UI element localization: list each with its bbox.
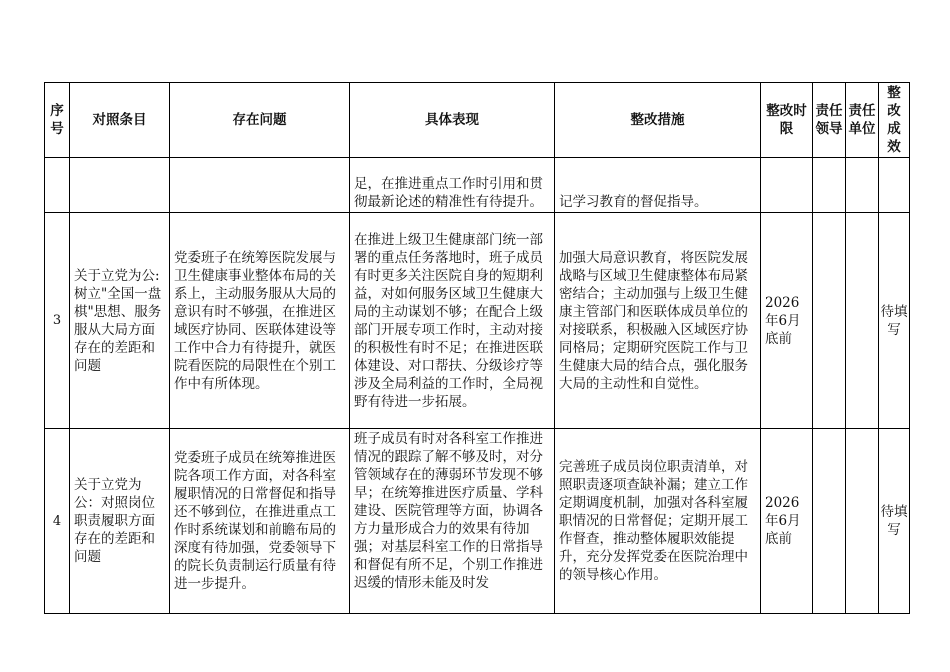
cont-measures-cell: 记学习教育的督促指导。 bbox=[555, 158, 761, 213]
header-unit: 责任单位 bbox=[846, 83, 879, 158]
header-item: 对照条目 bbox=[70, 83, 170, 158]
cont-problem-cell bbox=[170, 158, 350, 213]
header-leader: 责任领导 bbox=[813, 83, 846, 158]
leader-cell bbox=[813, 429, 846, 614]
cont-leader-cell bbox=[813, 158, 846, 213]
table-row bbox=[45, 213, 910, 429]
cont-unit-cell bbox=[846, 158, 879, 213]
header-row bbox=[45, 83, 910, 158]
unit-cell bbox=[846, 213, 879, 429]
header-result: 整改成效 bbox=[879, 83, 910, 158]
problem-cell: 党委班子在统筹医院发展与卫生健康事业整体布局的关系上，主动服务服从大局的意识有时不够强，在推进区域医疗协同、医联体建设等工作中合力有待提升，就医院看医院的局限性在个别工作中有所体现。 bbox=[170, 213, 350, 429]
result-cell: 待填写 bbox=[879, 213, 910, 429]
deadline-cell: 2026年6月底前 bbox=[761, 213, 813, 429]
measures-cell: 完善班子成员岗位职责清单，对照职责逐项查缺补漏；建立工作定期调度机制，加强对各科室履职情况的日常督促；定期开展工作督查，推动整体履职效能提升，充分发挥党委在医院治理中的领导核心作用。 bbox=[555, 429, 761, 614]
measures-cell: 加强大局意识教育，将医院发展战略与区域卫生健康整体布局紧密结合；主动加强与上级卫生健康主管部门和医联体成员单位的对接联系，积极融入区域医疗协同格局；定期研究医院工作与卫生健康大局的结合点，强化服务大局的主动性和自觉性。 bbox=[555, 213, 761, 429]
unit-cell bbox=[846, 429, 879, 614]
item-cell: 关于立党为公:树立"全国一盘棋"思想、服务服从大局方面存在的差距和问题 bbox=[70, 213, 170, 429]
header-detail: 具体表现 bbox=[350, 83, 555, 158]
header-seq: 序号 bbox=[45, 83, 70, 158]
header-deadline: 整改时限 bbox=[761, 83, 813, 158]
deadline-cell: 2026年6月底前 bbox=[761, 429, 813, 614]
result-cell: 待填写 bbox=[879, 429, 910, 614]
cont-result-cell bbox=[879, 158, 910, 213]
header-measures: 整改措施 bbox=[555, 83, 761, 158]
cont-deadline-cell bbox=[761, 158, 813, 213]
seq-cell: 4 bbox=[45, 429, 70, 614]
cont-detail-cell: 足，在推进重点工作时引用和贯彻最新论述的精准性有待提升。 bbox=[350, 158, 555, 213]
cont-seq-cell bbox=[45, 158, 70, 213]
leader-cell bbox=[813, 213, 846, 429]
seq-cell: 3 bbox=[45, 213, 70, 429]
detail-cell: 班子成员有时对各科室工作推进情况的跟踪了解不够及时，对分管领域存在的薄弱环节发现不够早；在统筹推进医疗质量、学科建设、医院管理等方面，协调各方力量形成合力的效果有待加强；对基层科室工作的日常指导和督促有所不足，个别工作推进迟缓的情形未能及时发 bbox=[350, 429, 555, 614]
table-row-continuation bbox=[45, 158, 910, 213]
table-row bbox=[45, 429, 910, 614]
detail-cell: 在推进上级卫生健康部门统一部署的重点任务落地时，班子成员有时更多关注医院自身的短期利益，对如何服务区域卫生健康大局的主动谋划不够；在配合上级部门开展专项工作时，主动对接的积极性有时不足；在推进医联体建设、对口帮扶、分级诊疗等涉及全局利益的工作时，全局视野有待进一步拓展。 bbox=[350, 213, 555, 429]
rectification-table bbox=[44, 82, 910, 614]
cont-item-cell bbox=[70, 158, 170, 213]
problem-cell: 党委班子成员在统筹推进医院各项工作方面，对各科室履职情况的日常督促和指导还不够到位，在推进重点工作时系统谋划和前瞻布局的深度有待加强，党委领导下的院长负责制运行质量有待进一步提升。 bbox=[170, 429, 350, 614]
header-problem: 存在问题 bbox=[170, 83, 350, 158]
item-cell: 关于立党为公：对照岗位职责履职方面存在的差距和问题 bbox=[70, 429, 170, 614]
